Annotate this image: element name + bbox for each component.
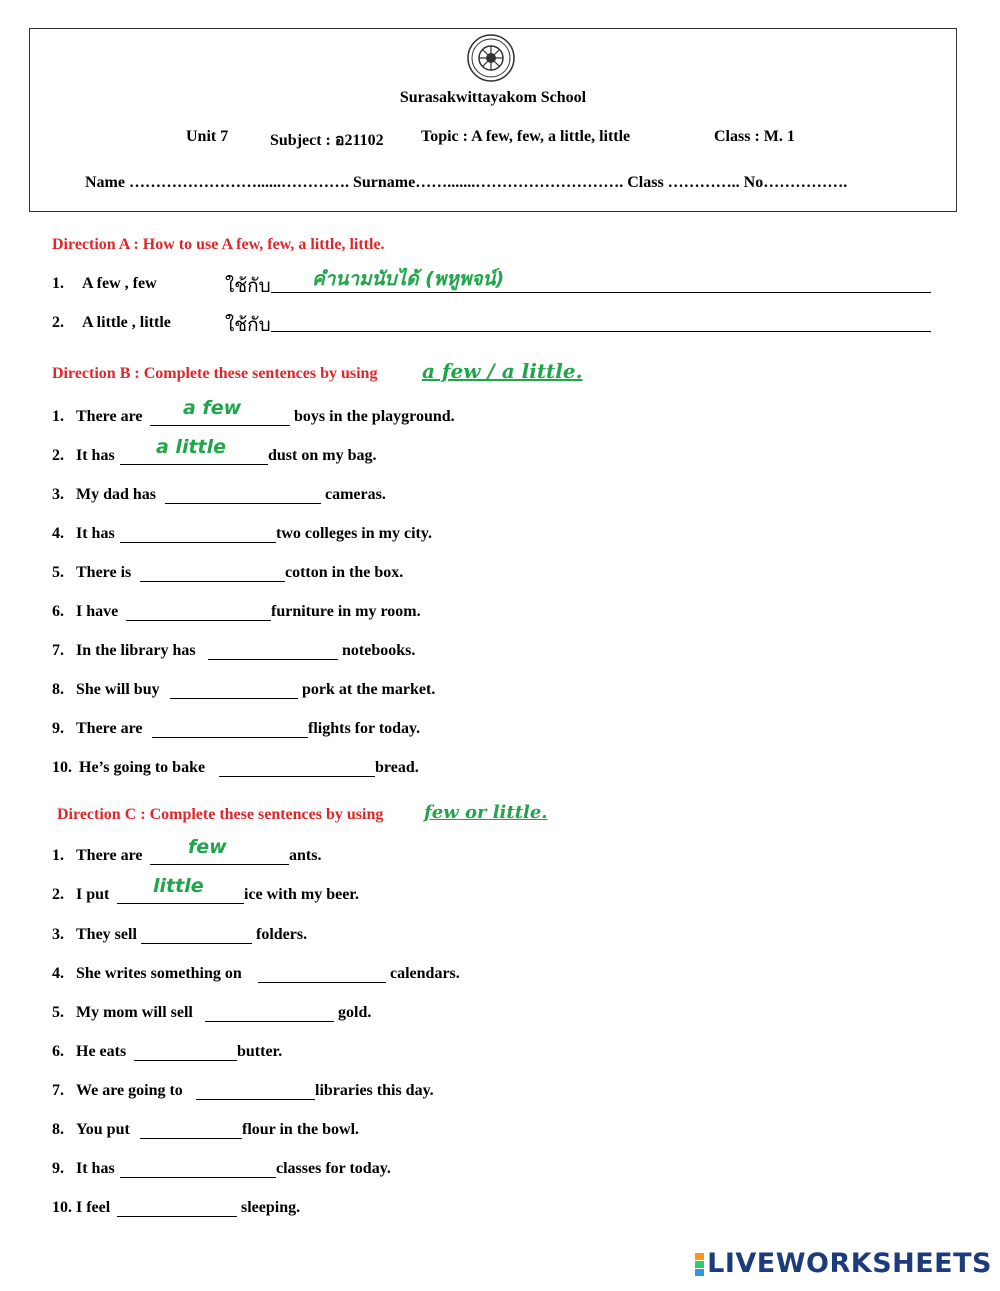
c-item-1-text-after: ants.: [289, 847, 322, 864]
c-item-1-answer[interactable]: few: [188, 836, 227, 858]
b-item-10-num: 10.: [52, 759, 72, 776]
c-item-4-blank[interactable]: [258, 982, 386, 983]
c-item-2-num: 2.: [52, 886, 64, 903]
b-item-2-answer[interactable]: a little: [156, 436, 227, 458]
b-item-1-text-after: boys in the playground.: [294, 408, 455, 425]
c-item-9-text-before: It has: [76, 1160, 115, 1177]
b-item-3-blank[interactable]: [165, 503, 321, 504]
a1-num: 1.: [52, 275, 64, 292]
b-item-6-text-before: I have: [76, 603, 119, 620]
c-item-9-text-after: classes for today.: [276, 1160, 391, 1177]
c-item-2-blank[interactable]: [117, 903, 244, 904]
b-item-4-text-before: It has: [76, 525, 115, 542]
a1-answer[interactable]: คำนามนับได้ (พหูพจน์): [312, 268, 505, 290]
c-item-9-blank[interactable]: [120, 1177, 276, 1178]
school-emblem-icon: [465, 33, 517, 83]
b-item-7-num: 7.: [52, 642, 64, 659]
b-item-10-blank[interactable]: [219, 776, 375, 777]
direction-c: Direction C : Complete these sentences by using: [57, 806, 384, 823]
b-item-6-num: 6.: [52, 603, 64, 620]
c-item-9-num: 9.: [52, 1160, 64, 1177]
b-item-8-blank[interactable]: [170, 698, 298, 699]
b-item-7-text-after: notebooks.: [342, 642, 416, 659]
school-name: Surasakwittayakom School: [399, 89, 587, 106]
b-item-1-num: 1.: [52, 408, 64, 425]
c-item-1-blank[interactable]: [150, 864, 289, 865]
b-item-10-text-after: bread.: [375, 759, 419, 776]
b-item-10-text-before: He’s going to bake: [79, 759, 206, 776]
b-item-8-num: 8.: [52, 681, 64, 698]
c-item-3-num: 3.: [52, 926, 64, 943]
b-item-4-text-after: two colleges in my city.: [276, 525, 432, 542]
direction-b: Direction B : Complete these sentences by using: [52, 365, 378, 382]
topic-label: Topic : A few, few, a little, little: [421, 128, 631, 145]
brand-mark: [695, 1252, 704, 1277]
a2-term: A little , little: [82, 314, 171, 331]
c-item-7-blank[interactable]: [196, 1099, 315, 1100]
direction-a: Direction A : How to use A few, few, a little, little.: [52, 236, 385, 253]
b-item-2-text-after: dust on my bag.: [268, 447, 377, 464]
subject-label: Subject : อ21102: [270, 132, 384, 149]
direction-c-choice: few or little.: [424, 802, 548, 823]
c-item-5-blank[interactable]: [205, 1021, 334, 1022]
a2-num: 2.: [52, 314, 64, 331]
c-item-8-text-before: You put: [76, 1121, 130, 1138]
c-item-2-text-before: I put: [76, 886, 110, 903]
b-item-7-blank[interactable]: [208, 659, 338, 660]
a2-use: ใช้กับ: [225, 314, 271, 336]
b-item-3-text-before: My dad has: [76, 486, 157, 503]
c-item-2-text-after: ice with my beer.: [244, 886, 359, 903]
c-item-10-text-before: I feel: [76, 1199, 111, 1216]
c-item-6-text-before: He eats: [76, 1043, 127, 1060]
c-item-4-text-before: She writes something on: [76, 965, 242, 982]
b-item-2-blank[interactable]: [120, 464, 268, 465]
b-item-6-text-after: furniture in my room.: [271, 603, 421, 620]
b-item-7-text-before: In the library has: [76, 642, 196, 659]
c-item-6-text-after: butter.: [237, 1043, 283, 1060]
c-item-2-answer[interactable]: little: [153, 875, 204, 897]
c-item-8-num: 8.: [52, 1121, 64, 1138]
b-item-3-text-after: cameras.: [325, 486, 386, 503]
b-item-5-text-after: cotton in the box.: [285, 564, 404, 581]
c-item-7-text-after: libraries this day.: [315, 1082, 434, 1099]
c-item-7-num: 7.: [52, 1082, 64, 1099]
c-item-8-blank[interactable]: [140, 1138, 242, 1139]
c-item-1-num: 1.: [52, 847, 64, 864]
unit-label: Unit 7: [186, 128, 229, 145]
b-item-1-blank[interactable]: [150, 425, 290, 426]
c-item-6-num: 6.: [52, 1043, 64, 1060]
name-line: Name ……………………......…………. Surname…….......………………………. Class ………….. No…………….: [85, 174, 848, 191]
c-item-10-text-after: sleeping.: [241, 1199, 301, 1216]
c-item-6-blank[interactable]: [134, 1060, 237, 1061]
b-item-1-answer[interactable]: a few: [183, 397, 242, 419]
c-item-3-blank[interactable]: [141, 943, 252, 944]
c-item-5-text-after: gold.: [338, 1004, 372, 1021]
b-item-4-blank[interactable]: [120, 542, 276, 543]
class-label: Class : M. 1: [714, 128, 795, 145]
c-item-8-text-after: flour in the bowl.: [242, 1121, 360, 1138]
b-item-1-text-before: There are: [76, 408, 143, 425]
b-item-2-num: 2.: [52, 447, 64, 464]
b-item-5-text-before: There is: [76, 564, 132, 581]
b-item-3-num: 3.: [52, 486, 64, 503]
b-item-6-blank[interactable]: [126, 620, 271, 621]
b-item-5-blank[interactable]: [140, 581, 285, 582]
c-item-5-num: 5.: [52, 1004, 64, 1021]
c-item-4-num: 4.: [52, 965, 64, 982]
c-item-4-text-after: calendars.: [390, 965, 460, 982]
b-item-9-text-after: flights for today.: [308, 720, 421, 737]
c-item-5-text-before: My mom will sell: [76, 1004, 193, 1021]
c-item-3-text-after: folders.: [256, 926, 308, 943]
c-item-1-text-before: There are: [76, 847, 143, 864]
liveworksheets-logo: [695, 1248, 992, 1279]
brand-text: LIVEWORKSHEETS: [707, 1248, 992, 1279]
b-item-5-num: 5.: [52, 564, 64, 581]
a1-use: ใช้กับ: [225, 275, 271, 297]
a2-answer-line[interactable]: [271, 331, 931, 332]
direction-b-choice: a few / a little.: [422, 359, 583, 383]
b-item-9-text-before: There are: [76, 720, 143, 737]
c-item-10-blank[interactable]: [117, 1216, 237, 1217]
b-item-8-text-after: pork at the market.: [302, 681, 436, 698]
b-item-8-text-before: She will buy: [76, 681, 160, 698]
c-item-10-num: 10.: [52, 1199, 72, 1216]
b-item-9-blank[interactable]: [152, 737, 308, 738]
a1-term: A few , few: [82, 275, 157, 292]
c-item-7-text-before: We are going to: [76, 1082, 183, 1099]
b-item-2-text-before: It has: [76, 447, 115, 464]
c-item-3-text-before: They sell: [76, 926, 137, 943]
b-item-9-num: 9.: [52, 720, 64, 737]
b-item-4-num: 4.: [52, 525, 64, 542]
